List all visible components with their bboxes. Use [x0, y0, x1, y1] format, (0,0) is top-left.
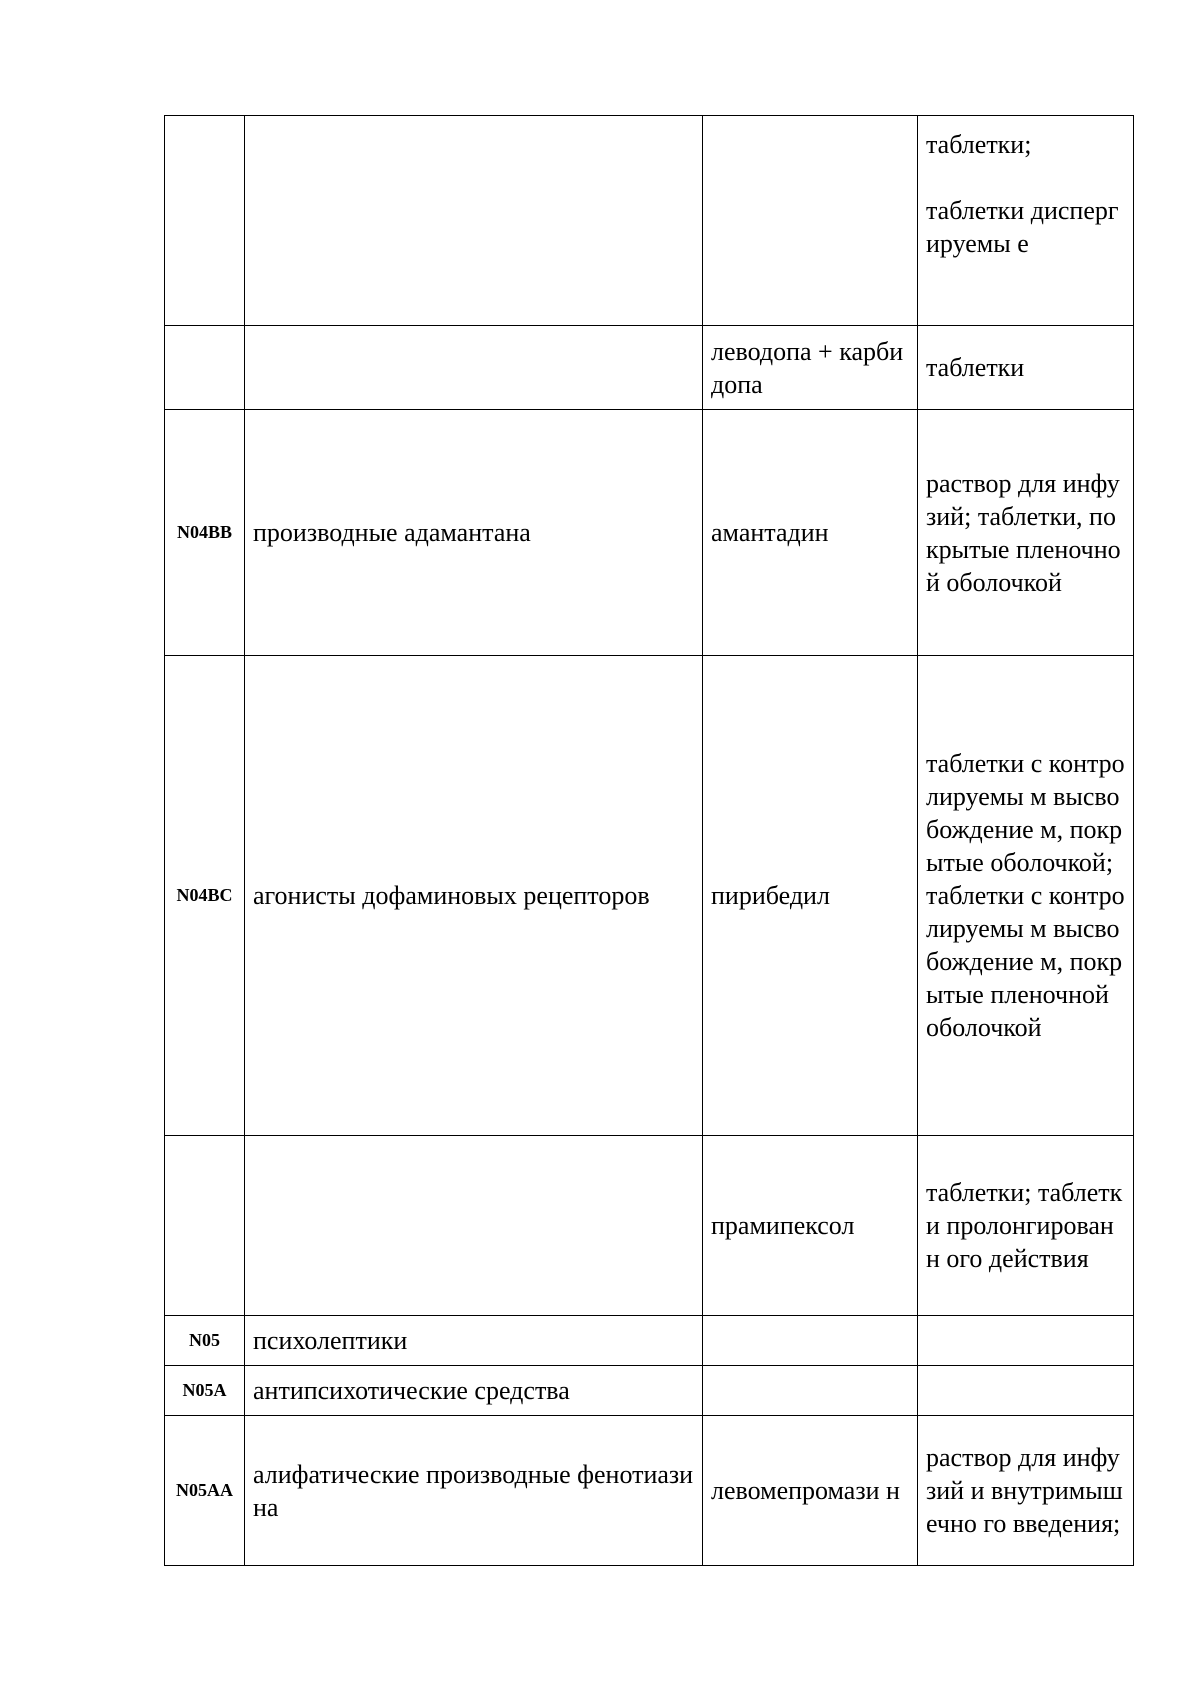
group-cell — [245, 326, 703, 410]
group-cell: агонисты дофаминовых рецепторов — [245, 656, 703, 1136]
group-cell: антипсихотические средства — [245, 1366, 703, 1416]
atc-code-cell: N04BB — [165, 410, 245, 656]
group-cell — [245, 116, 703, 326]
table-row — [165, 1136, 1134, 1316]
atc-code-cell: N04BC — [165, 656, 245, 1136]
form-cell: таблетки с контролируемы м высвобождение м, покрытые оболочкой; таблетки с контролируемы м высвобождение м, покрытые пленочной оболочкой — [918, 656, 1134, 1136]
group-cell: алифатические производные фенотиазина — [245, 1416, 703, 1566]
table-row — [165, 1416, 1134, 1566]
table-row — [165, 656, 1134, 1136]
group-cell: производные адамантана — [245, 410, 703, 656]
table-row — [165, 326, 1134, 410]
table-row — [165, 116, 1134, 326]
atc-code-cell: N05AA — [165, 1416, 245, 1566]
form-cell: раствор для инфузий; таблетки, покрытые пленочной оболочкой — [918, 410, 1134, 656]
drug-table — [164, 115, 1134, 1566]
drug-cell: левомепромази н — [703, 1416, 918, 1566]
drug-cell: прамипексол — [703, 1136, 918, 1316]
atc-code-cell — [165, 1136, 245, 1316]
drug-cell — [703, 1366, 918, 1416]
drug-cell — [703, 116, 918, 326]
drug-cell — [703, 1316, 918, 1366]
atc-code-cell — [165, 116, 245, 326]
form-cell: раствор для инфузий и внутримышечно го введения; — [918, 1416, 1134, 1566]
form-cell — [918, 1316, 1134, 1366]
table-row — [165, 1366, 1134, 1416]
form-text: таблетки; таблетки диспергируемы е — [926, 130, 1119, 258]
group-cell: психолептики — [245, 1316, 703, 1366]
form-cell: таблетки — [918, 326, 1134, 410]
table-row — [165, 1316, 1134, 1366]
group-cell — [245, 1136, 703, 1316]
form-cell: таблетки; таблетки пролонгированн ого действия — [918, 1136, 1134, 1316]
form-cell — [918, 116, 1134, 326]
drug-cell: леводопа + карбидопа — [703, 326, 918, 410]
atc-code-cell — [165, 326, 245, 410]
table-row — [165, 410, 1134, 656]
drug-cell: амантадин — [703, 410, 918, 656]
atc-code-cell: N05A — [165, 1366, 245, 1416]
atc-code-cell: N05 — [165, 1316, 245, 1366]
form-cell — [918, 1366, 1134, 1416]
drug-cell: пирибедил — [703, 656, 918, 1136]
